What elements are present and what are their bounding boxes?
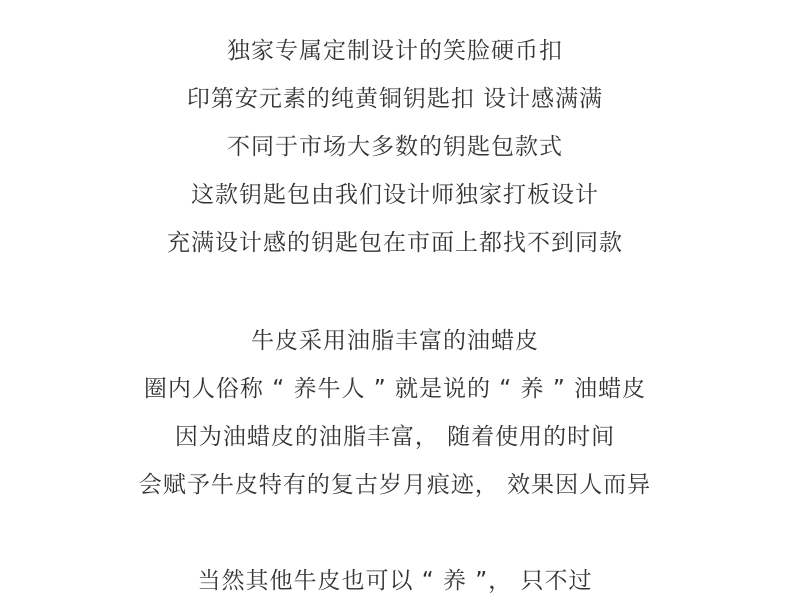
text-line: 圈内人俗称 “ 养牛人 ” 就是说的 “ 养 ” 油蜡皮	[143, 376, 647, 402]
paragraph-other-leather	[0, 557, 790, 605]
paragraph-leather	[0, 317, 790, 509]
text-line: 牛皮采用油脂丰富的油蜡皮	[251, 328, 539, 354]
text-line: 充满设计感的钥匙包在市面上都找不到同款	[167, 230, 623, 256]
text-line: 这款钥匙包由我们设计师独家打板设计	[191, 182, 599, 208]
text-line: 当然其他牛皮也可以 “ 养 ”， 只不过	[197, 568, 593, 594]
text-line: 独家专属定制设计的笑脸硬币扣	[227, 38, 563, 64]
text-line: 印第安元素的纯黄铜钥匙扣 设计感满满	[186, 86, 604, 112]
text-line: 因为油蜡皮的油脂丰富， 随着使用的时间	[174, 424, 616, 450]
text-line: 会赋予牛皮特有的复古岁月痕迹， 效果因人而异	[138, 472, 652, 498]
paragraph-design	[0, 27, 790, 267]
text-line: 不同于市场大多数的钥匙包款式	[227, 134, 563, 160]
